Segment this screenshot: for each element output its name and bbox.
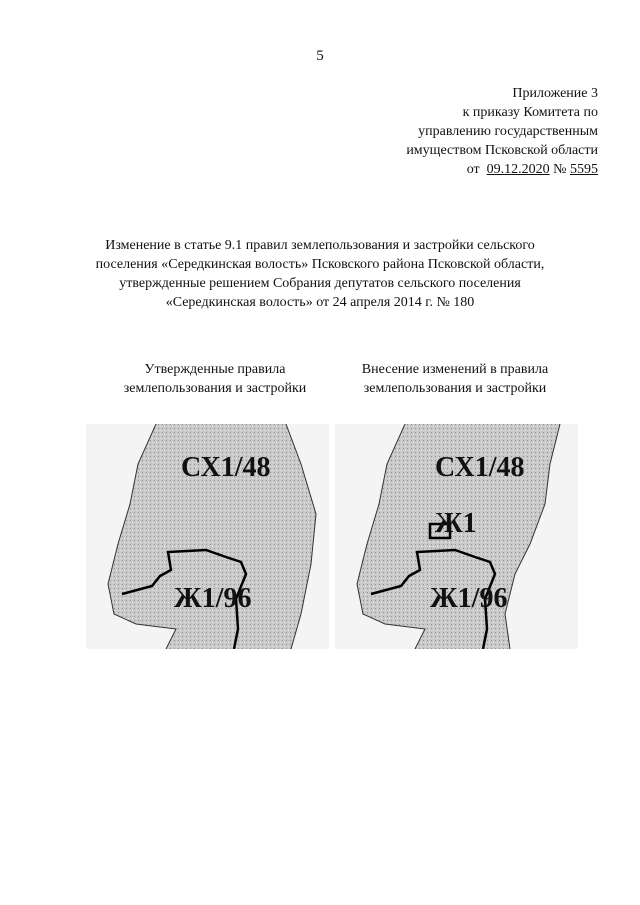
appendix-line-3: управлению государственным xyxy=(418,124,598,139)
document-heading xyxy=(60,236,580,312)
appendix-line-2: к приказу Комитета по xyxy=(462,105,598,120)
date-prefix: от xyxy=(466,162,480,177)
approved-rules-line-1: Утвержденные правила xyxy=(144,362,286,377)
zone-label-new-zh: Ж1 xyxy=(435,508,477,539)
amendments-title xyxy=(330,360,580,398)
appendix-date-line xyxy=(406,160,598,179)
page-number: 5 xyxy=(316,48,324,64)
heading-line-3: утвержденные решением Собрания депутатов сельского поселения xyxy=(119,276,521,291)
approved-zoning-map xyxy=(86,424,329,649)
heading-line-2: поселения «Середкинская волость» Псковского района Псковской области, xyxy=(95,257,545,272)
zone-label-cx: СХ1/48 xyxy=(181,452,271,483)
approved-rules-title xyxy=(90,360,340,398)
order-date: 09.12.2020 xyxy=(486,162,550,177)
number-sign: № xyxy=(553,162,567,177)
zone-label-cx: СХ1/48 xyxy=(435,452,525,483)
appendix-line-4: имуществом Псковской области xyxy=(406,143,598,158)
heading-line-4: «Середкинская волость» от 24 апреля 2014 г. № 180 xyxy=(165,295,475,310)
appendix-block xyxy=(406,84,598,179)
amendments-line-1: Внесение изменений в правила xyxy=(361,362,549,377)
zone-label-zh: Ж1/96 xyxy=(430,583,508,614)
zone-label-zh: Ж1/96 xyxy=(174,583,252,614)
appendix-line-1: Приложение 3 xyxy=(512,86,598,101)
amendments-line-2: землепользования и застройки xyxy=(363,381,547,396)
amended-zoning-map xyxy=(335,424,578,649)
order-number: 5595 xyxy=(570,162,598,177)
heading-line-1: Изменение в статье 9.1 правил землепользования и застройки сельского xyxy=(105,238,535,253)
approved-rules-line-2: землепользования и застройки xyxy=(123,381,307,396)
